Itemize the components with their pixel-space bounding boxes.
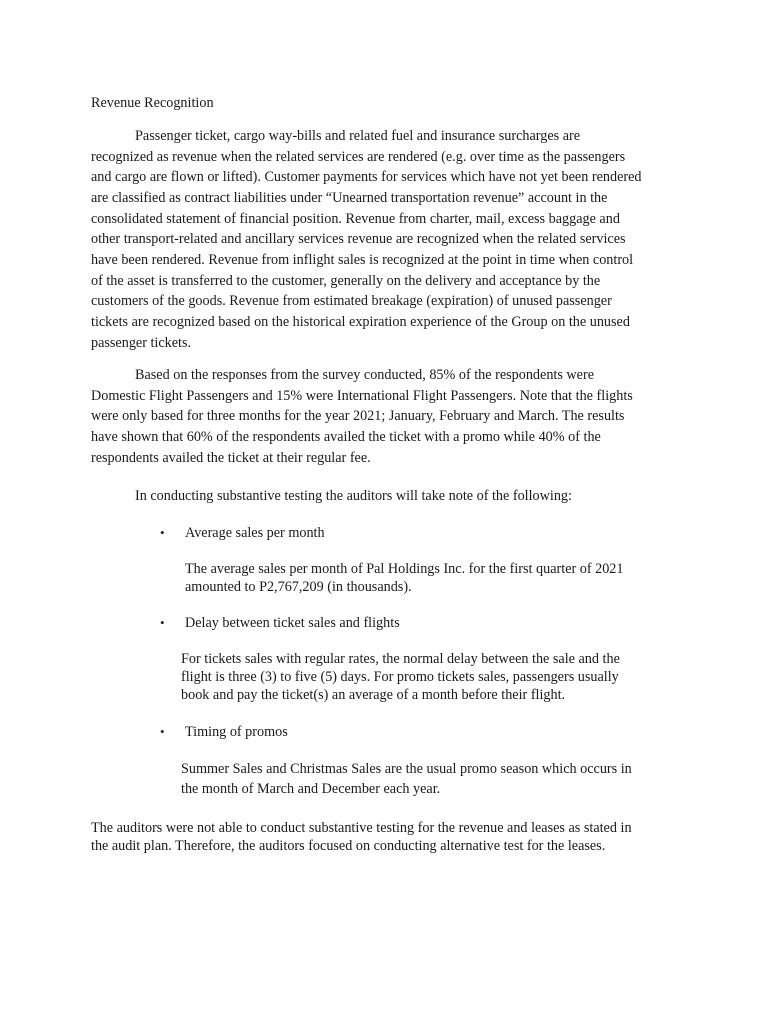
bullet-title: Delay between ticket sales and flights <box>185 615 400 631</box>
bullet-body-line: For tickets sales with regular rates, the normal delay between the sale and the <box>181 651 620 667</box>
bullet-title: Average sales per month <box>185 525 325 541</box>
text-line: have shown that 60% of the respondents availed the ticket with a promo while 40% of the <box>91 429 601 445</box>
text-line: and cargo are flown or lifted). Customer payments for services which have not yet been rendered <box>91 169 642 185</box>
bullet-body-line: the month of March and December each year. <box>181 781 441 797</box>
text-line: The auditors were not able to conduct substantive testing for the revenue and leases as stated in <box>91 820 632 836</box>
bullet-icon: • <box>160 615 165 630</box>
bullet-body-line: flight is three (3) to five (5) days. For promo tickets sales, passengers usually <box>181 669 619 685</box>
bullet-body-line: book and pay the ticket(s) an average of a month before their flight. <box>181 687 566 703</box>
bullet-icon: • <box>160 525 165 540</box>
text-line: have been rendered. Revenue from inflight sales is recognized at the point in time when control <box>91 252 634 268</box>
paragraph-substantive-testing: In conducting substantive testing the auditors will take note of the following: <box>135 488 572 504</box>
text-line: customers of the goods. Revenue from estimated breakage (expiration) of unused passenger <box>91 293 612 309</box>
bullet-icon: • <box>160 724 165 739</box>
bullet-title: Timing of promos <box>185 724 288 740</box>
text-line: tickets are recognized based on the historical expiration experience of the Group on the unused <box>91 314 630 330</box>
text-line: consolidated statement of financial position. Revenue from charter, mail, excess baggage and <box>91 211 620 227</box>
section-heading: Revenue Recognition <box>91 95 214 111</box>
text-line: passenger tickets. <box>91 335 192 351</box>
text-line: recognized as revenue when the related services are rendered (e.g. over time as the passengers <box>91 149 626 165</box>
text-line: are classified as contract liabilities under “Unearned transportation revenue” account in the <box>91 190 608 206</box>
text-line: of the asset is transferred to the customer, generally on the delivery and acceptance by the <box>91 273 601 289</box>
bullet-body-line: The average sales per month of Pal Holdings Inc. for the first quarter of 2021 <box>185 561 624 577</box>
bullet-body-line: amounted to P2,767,209 (in thousands). <box>185 579 412 595</box>
text-line: respondents availed the ticket at their regular fee. <box>91 450 371 466</box>
text-line: the audit plan. Therefore, the auditors focused on conducting alternative test for the leases. <box>91 838 606 854</box>
text-line: Based on the responses from the survey conducted, 85% of the respondents were <box>135 367 594 383</box>
text-line: other transport-related and ancillary services revenue are recognized when the related services <box>91 231 626 247</box>
text-line: Passenger ticket, cargo way-bills and related fuel and insurance surcharges are <box>135 128 581 144</box>
text-line: Domestic Flight Passengers and 15% were International Flight Passengers. Note that the flights <box>91 388 633 404</box>
bullet-body-line: Summer Sales and Christmas Sales are the usual promo season which occurs in <box>181 761 632 777</box>
text-line: were only based for three months for the year 2021; January, February and March. The results <box>91 408 625 424</box>
